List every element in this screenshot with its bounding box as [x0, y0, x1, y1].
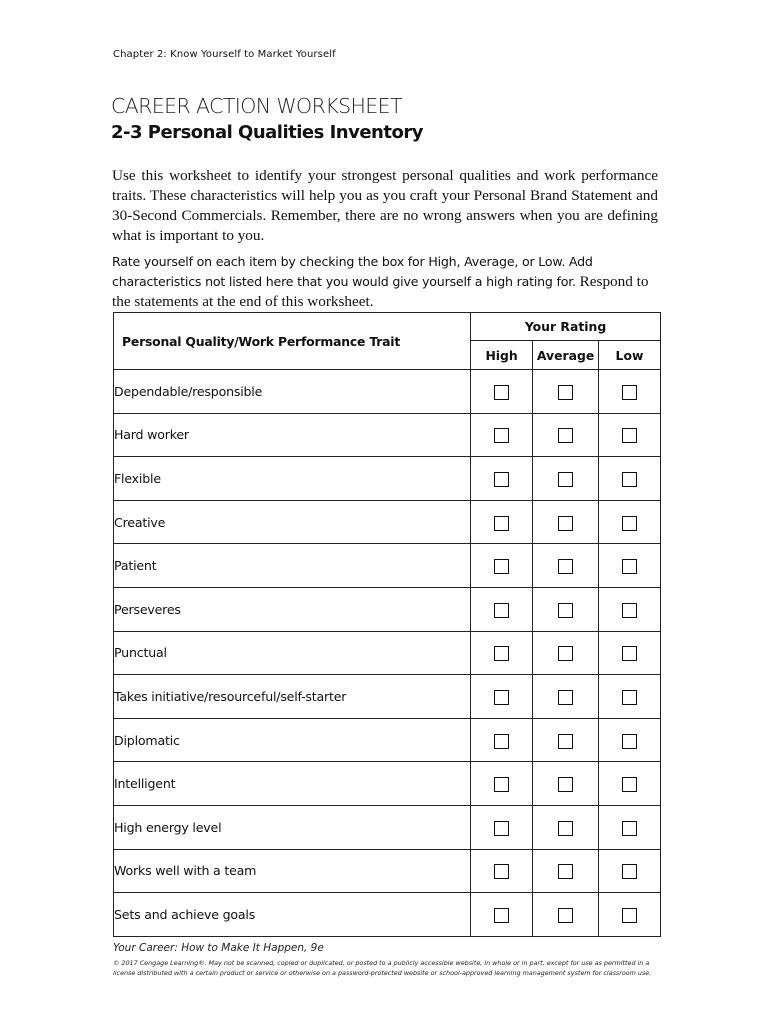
high-checkbox[interactable] [494, 777, 509, 792]
footer-book-title: Your Career: How to Make It Happen, 9e [113, 942, 324, 954]
average-rating-cell [533, 805, 599, 849]
average-checkbox[interactable] [558, 559, 573, 574]
your-rating-header: Your Rating [471, 313, 661, 341]
low-rating-cell [598, 631, 660, 675]
trait-label: Works well with a team [114, 849, 471, 893]
low-checkbox[interactable] [622, 864, 637, 879]
trait-column-header: Personal Quality/Work Performance Trait [114, 313, 471, 370]
high-rating-cell [471, 849, 533, 893]
qualities-table [113, 312, 661, 937]
average-rating-cell [533, 500, 599, 544]
high-rating-cell [471, 718, 533, 762]
average-checkbox[interactable] [558, 864, 573, 879]
average-checkbox[interactable] [558, 734, 573, 749]
low-rating-cell [598, 457, 660, 501]
high-rating-cell [471, 805, 533, 849]
low-rating-cell [598, 413, 660, 457]
high-checkbox[interactable] [494, 908, 509, 923]
low-checkbox[interactable] [622, 908, 637, 923]
table-row [114, 587, 661, 631]
instructions-paragraph [112, 252, 662, 312]
average-checkbox[interactable] [558, 690, 573, 705]
table-row [114, 500, 661, 544]
high-rating-cell [471, 762, 533, 806]
low-checkbox[interactable] [622, 428, 637, 443]
average-rating-cell [533, 631, 599, 675]
trait-label: Punctual [114, 631, 471, 675]
trait-label: Hard worker [114, 413, 471, 457]
trait-label: Patient [114, 544, 471, 588]
high-checkbox[interactable] [494, 559, 509, 574]
average-rating-cell [533, 413, 599, 457]
high-checkbox[interactable] [494, 646, 509, 661]
high-rating-cell [471, 457, 533, 501]
instructions-rate-text: Rate yourself on each item by checking the box for High, Average, or Low. Add characteristics not listed here that you would give yourself a high rating for. [112, 254, 593, 289]
average-rating-cell [533, 544, 599, 588]
low-rating-cell [598, 718, 660, 762]
table-row [114, 718, 661, 762]
low-rating-cell [598, 500, 660, 544]
low-checkbox[interactable] [622, 516, 637, 531]
trait-label: Diplomatic [114, 718, 471, 762]
low-rating-cell [598, 893, 660, 937]
high-rating-cell [471, 631, 533, 675]
average-checkbox[interactable] [558, 777, 573, 792]
average-rating-cell [533, 849, 599, 893]
high-rating-cell [471, 370, 533, 414]
high-checkbox[interactable] [494, 428, 509, 443]
trait-label: Dependable/responsible [114, 370, 471, 414]
low-rating-cell [598, 544, 660, 588]
high-checkbox[interactable] [494, 821, 509, 836]
table-row [114, 893, 661, 937]
low-rating-cell [598, 849, 660, 893]
high-checkbox[interactable] [494, 734, 509, 749]
trait-label: Intelligent [114, 762, 471, 806]
table-row [114, 762, 661, 806]
table-row [114, 544, 661, 588]
footer-copyright: © 2017 Cengage Learning®. May not be scanned, copied or duplicated, or posted to a publicly accessible website, in whole or in part, except for use as permitted in a license distributed with a certain product or service or otherwise on a password-protected website or school-approved learning management system for classroom use. [113, 959, 652, 977]
low-rating-cell [598, 805, 660, 849]
average-column-header: Average [533, 341, 599, 370]
high-rating-cell [471, 413, 533, 457]
low-checkbox[interactable] [622, 777, 637, 792]
trait-label: Takes initiative/resourceful/self-starter [114, 675, 471, 719]
average-rating-cell [533, 675, 599, 719]
average-checkbox[interactable] [558, 472, 573, 487]
instructions-respond-text: Respond to the statements at the end of this worksheet. [112, 273, 649, 310]
high-checkbox[interactable] [494, 603, 509, 618]
average-checkbox[interactable] [558, 516, 573, 531]
average-rating-cell [533, 893, 599, 937]
high-rating-cell [471, 587, 533, 631]
average-checkbox[interactable] [558, 428, 573, 443]
trait-label: Flexible [114, 457, 471, 501]
trait-label: High energy level [114, 805, 471, 849]
average-checkbox[interactable] [558, 821, 573, 836]
high-checkbox[interactable] [494, 472, 509, 487]
trait-label: Sets and achieve goals [114, 893, 471, 937]
average-rating-cell [533, 370, 599, 414]
low-checkbox[interactable] [622, 821, 637, 836]
table-row [114, 675, 661, 719]
high-checkbox[interactable] [494, 864, 509, 879]
high-checkbox[interactable] [494, 690, 509, 705]
table-row [114, 370, 661, 414]
low-rating-cell [598, 587, 660, 631]
high-checkbox[interactable] [494, 385, 509, 400]
table-row [114, 805, 661, 849]
chapter-header: Chapter 2: Know Yourself to Market Yourself [113, 49, 336, 60]
average-rating-cell [533, 718, 599, 762]
table-row [114, 413, 661, 457]
average-rating-cell [533, 587, 599, 631]
worksheet-title: CAREER ACTION WORKSHEET [111, 94, 402, 118]
high-rating-cell [471, 893, 533, 937]
table-row [114, 631, 661, 675]
low-rating-cell [598, 370, 660, 414]
table-row [114, 849, 661, 893]
average-checkbox[interactable] [558, 646, 573, 661]
high-column-header: High [471, 341, 533, 370]
high-rating-cell [471, 675, 533, 719]
average-checkbox[interactable] [558, 385, 573, 400]
intro-paragraph: Use this worksheet to identify your strongest personal qualities and work performance traits. These characteristics will help you as you craft your Personal Brand Statement and 30-Second Commercials. Remember, there are no wrong answers when you are defining what is important to you. [112, 167, 658, 244]
low-checkbox[interactable] [622, 603, 637, 618]
low-rating-cell [598, 675, 660, 719]
low-checkbox[interactable] [622, 385, 637, 400]
average-checkbox[interactable] [558, 603, 573, 618]
low-rating-cell [598, 762, 660, 806]
table-row [114, 457, 661, 501]
average-rating-cell [533, 762, 599, 806]
low-column-header: Low [598, 341, 660, 370]
average-rating-cell [533, 457, 599, 501]
low-checkbox[interactable] [622, 646, 637, 661]
average-checkbox[interactable] [558, 908, 573, 923]
low-checkbox[interactable] [622, 472, 637, 487]
trait-label: Creative [114, 500, 471, 544]
low-checkbox[interactable] [622, 559, 637, 574]
low-checkbox[interactable] [622, 690, 637, 705]
low-checkbox[interactable] [622, 734, 637, 749]
high-rating-cell [471, 500, 533, 544]
trait-label: Perseveres [114, 587, 471, 631]
high-rating-cell [471, 544, 533, 588]
high-checkbox[interactable] [494, 516, 509, 531]
worksheet-subtitle: 2-3 Personal Qualities Inventory [111, 122, 423, 143]
